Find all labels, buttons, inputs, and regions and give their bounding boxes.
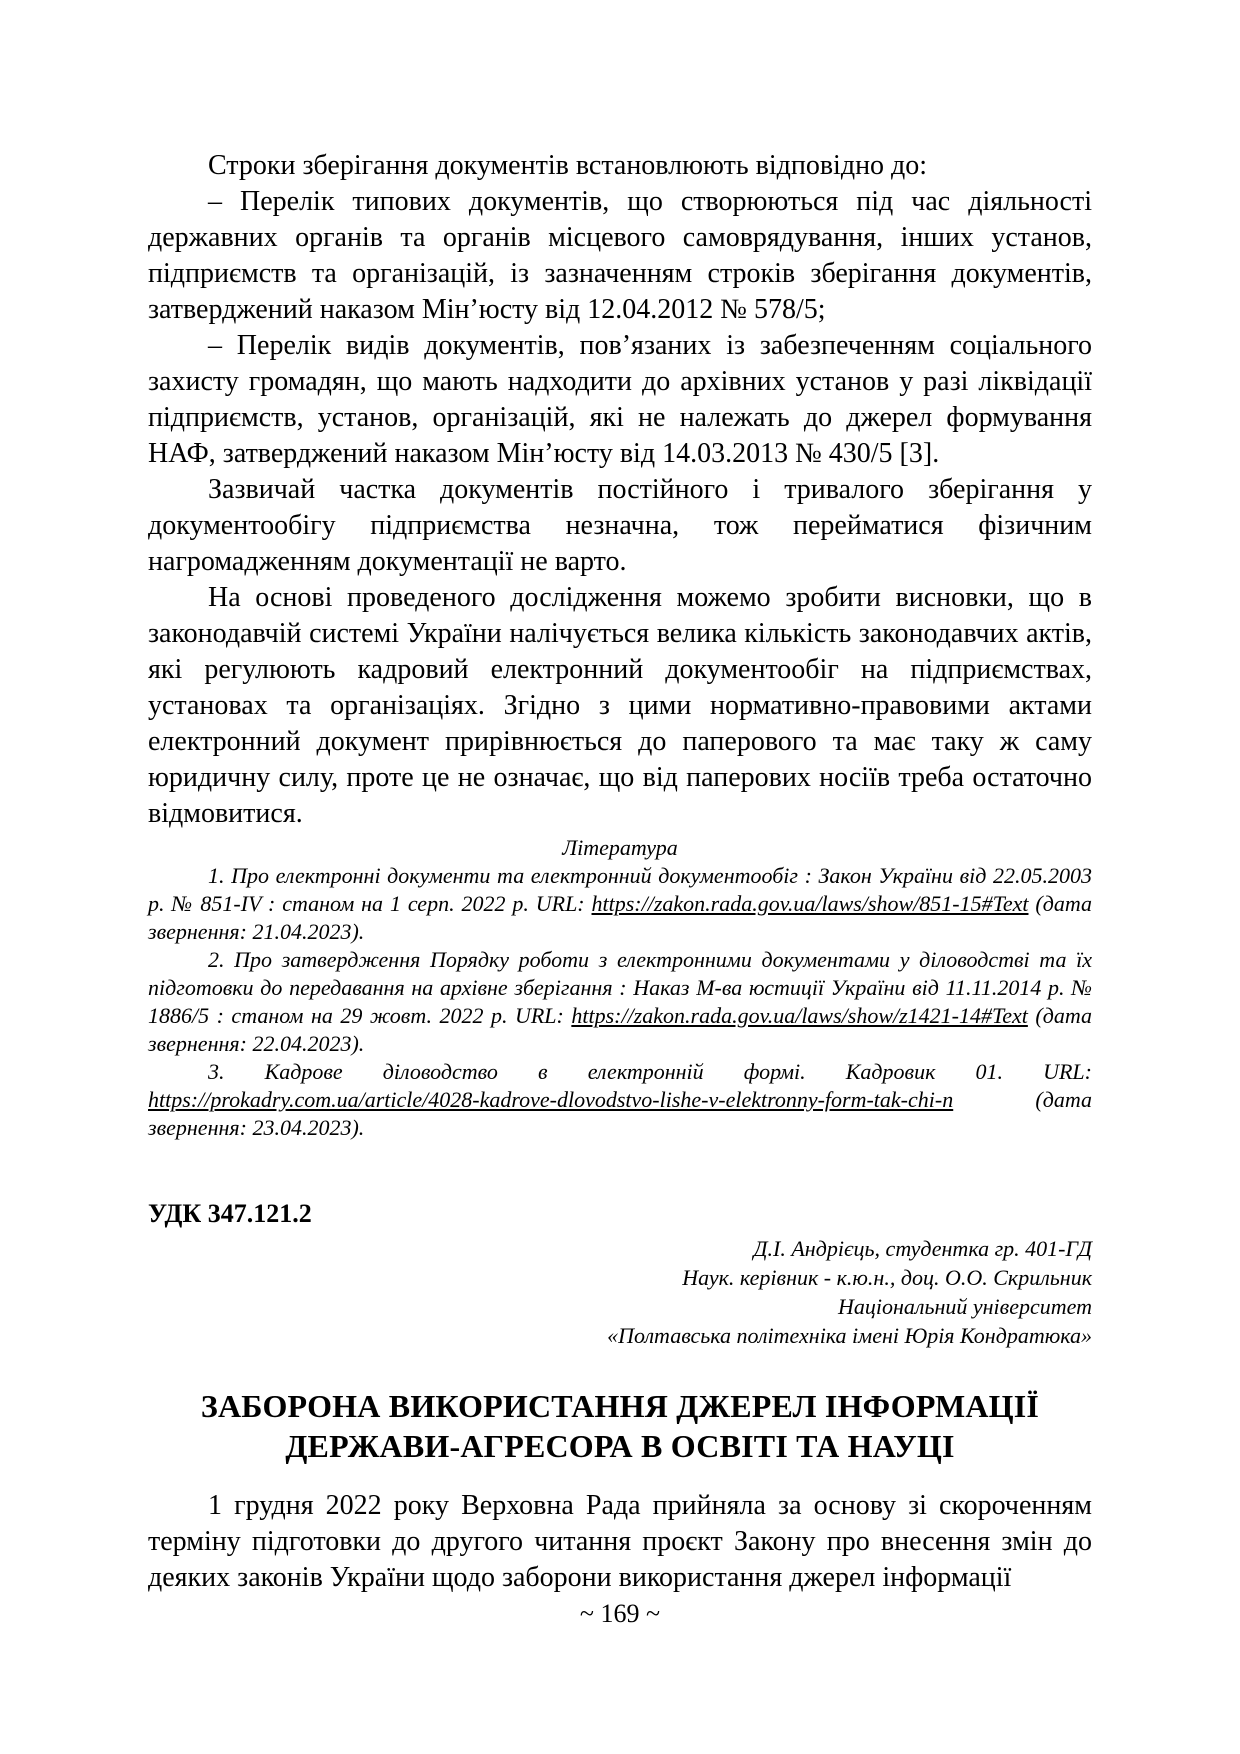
paragraph-conclusions: На основі проведеного дослідження можемо зробити висновки, що в законодавчій системі України налічується велика кількість законодавчих актів, які регулюють кадровий електронний документообіг на підприємствах, установах та організаціях. Згідно з цими нормативно-правовими актами електронний документ прирівнюється до паперового та має таку ж саму юридичну силу, проте це не означає, що від паперових носіїв треба остаточно відмовитися.: [148, 582, 1092, 829]
literature-heading: Література: [562, 835, 678, 860]
reference-link[interactable]: https://zakon.rada.gov.ua/laws/show/851-15#Text: [591, 891, 1029, 916]
university-line-2: «Полтавська політехніка імені Юрія Кондратюка»: [607, 1323, 1092, 1348]
supervisor: Наук. керівник - к.ю.н., доц. О.О. Скрильник: [682, 1265, 1092, 1290]
intro-section: [148, 148, 1092, 832]
reference-date: (дата звернення: 22.04.2023).: [148, 1003, 1092, 1056]
udk-code: УДК 347.121.2: [148, 1199, 312, 1228]
reference-item: [148, 862, 1092, 946]
reference-date: (дата звернення: 23.04.2023).: [148, 1087, 1092, 1140]
page-number: ~ 169 ~: [579, 1599, 661, 1628]
intro-paragraph: Строки зберігання документів встановлюють відповідно до:: [208, 150, 928, 181]
reference-text: 3. Кадрове діловодство в електронній формі. Кадровик 01. URL:: [208, 1059, 1092, 1084]
page-content: [148, 148, 1092, 1596]
article-paragraph: 1 грудня 2022 року Верховна Рада прийняла за основу зі скороченням терміну підготовки до другого читання проєкт Закону про внесення змін до деяких законів України щодо заборони використання джерел інформації: [148, 1490, 1092, 1593]
reference-text: 2. Про затвердження Порядку роботи з електронними документами у діловодстві та їх підготовки до передавання на архівне зберігання : Наказ М-ва юстиції України від 11.11.2014 р. № 1886/5 : станом на 29 жовт. 2022 р. URL:: [148, 947, 1092, 1028]
paragraph-storage-share: Зазвичай частка документів постійного і тривалого зберігання у документообігу підприємства незначна, тож перейматися фізичним нагромадженням документації не варто.: [148, 474, 1092, 577]
list-item-social-protection: – Перелік видів документів, пов’язаних із забезпеченням соціального захисту громадян, що мають надходити до архівних установ у разі ліквідації підприємств, установ, організацій, які не належать до джерел формування НАФ, затверджений наказом Мін’юсту від 14.03.2013 № 430/5 [3].: [148, 330, 1092, 469]
reference-link[interactable]: https://zakon.rada.gov.ua/laws/show/z1421-14#Text: [571, 1003, 1028, 1028]
reference-item: [148, 946, 1092, 1058]
author-name: Д.І. Андрієць, студентка гр. 401-ГД: [753, 1236, 1092, 1261]
reference-link[interactable]: https://prokadry.com.ua/article/4028-kadrove-dlovodstvo-lishe-v-elektronny-form-tak-chi-n: [148, 1087, 954, 1112]
university-line-1: Національний університет: [837, 1294, 1092, 1319]
article-body: [148, 1488, 1092, 1596]
article-title-line-1: ЗАБОРОНА ВИКОРИСТАННЯ ДЖЕРЕЛ ІНФОРМАЦІЇ: [200, 1388, 1040, 1424]
article-title: [148, 1386, 1092, 1466]
reference-item: [148, 1058, 1092, 1142]
reference-list: [148, 862, 1092, 1142]
list-item-document-types: – Перелік типових документів, що створюються під час діяльності державних органів та органів місцевого самоврядування, інших установ, підприємств та організацій, із зазначенням строків зберігання документів, затверджений наказом Мін’юсту від 12.04.2012 № 578/5;: [148, 186, 1092, 325]
article-title-line-2: ДЕРЖАВИ-АГРЕСОРА В ОСВІТІ ТА НАУЦІ: [285, 1428, 955, 1464]
reference-date: (дата звернення: 21.04.2023).: [148, 891, 1092, 944]
reference-text: 1. Про електронні документи та електронний документообіг : Закон України від 22.05.2003 р. № 851-IV : станом на 1 серп. 2022 р. URL:: [148, 863, 1092, 916]
author-block: [148, 1234, 1092, 1350]
